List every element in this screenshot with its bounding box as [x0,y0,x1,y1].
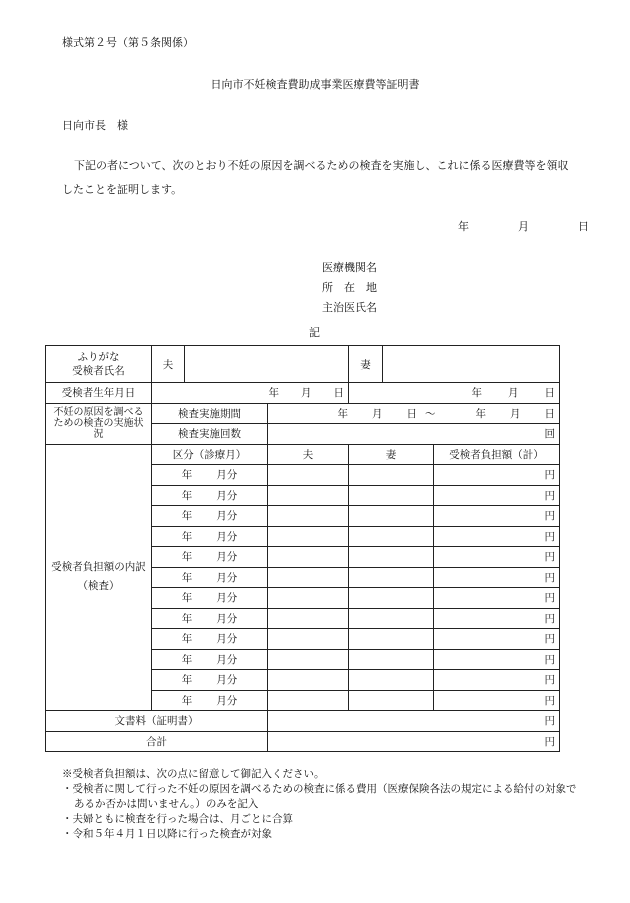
month-month: 月分 [216,612,238,625]
wife-amount-cell[interactable] [349,629,434,650]
husband-amount-cell[interactable] [268,690,349,711]
document-title: 日向市不妊検査費助成事業医療費等証明書 [210,78,420,91]
month-month: 月分 [216,530,238,543]
doc-fee-label: 文書料（証明書） [46,711,268,732]
month-year: 年 [181,694,193,707]
exam-status-label: 不妊の原因を調べるための検査の実施状況 [46,403,152,444]
month-year: 年 [181,592,193,605]
month-month: 月分 [216,489,238,502]
month-year: 年 [181,489,193,502]
patient-name-label: 受検者氏名 [72,365,125,377]
husband-amount-cell[interactable] [268,547,349,568]
wife-amount-cell[interactable] [349,506,434,527]
total-amount-cell[interactable] [434,506,560,527]
notes [62,767,582,842]
month-month: 月分 [216,592,238,605]
ki-heading: 記 [309,326,320,339]
yen-unit: 円 [544,571,555,584]
month-year: 年 [181,530,193,543]
husband-amount-cell[interactable] [268,506,349,527]
institution-name-label: 医療機関名 [322,261,377,274]
month-month: 月分 [216,633,238,646]
certification-text: 下記の者について、次のとおり不妊の原因を調べるための検査を実施し、これに係る医療費等を領収したことを証明します。 [62,159,569,196]
wife-amount-cell[interactable] [349,526,434,547]
month-cell[interactable] [152,485,268,506]
husband-birthdate-field[interactable]: 年 月 日 [152,383,349,404]
husband-amount-cell[interactable] [268,526,349,547]
month-month: 月分 [216,551,238,564]
total-field[interactable]: 円 [268,731,560,752]
month-cell[interactable] [152,547,268,568]
total-amount-cell[interactable] [434,670,560,691]
month-cell[interactable] [152,670,268,691]
wife-birthdate-field[interactable]: 年 月 日 [349,383,560,404]
total-amount-cell[interactable] [434,547,560,568]
month-cell[interactable] [152,649,268,670]
month-year: 年 [181,571,193,584]
wife-label: 妻 [349,346,383,383]
month-year: 年 [181,633,193,646]
date-day: 日 [578,220,589,233]
wife-amount-cell[interactable] [349,690,434,711]
total-amount-cell[interactable] [434,567,560,588]
wife-amount-cell[interactable] [349,588,434,609]
yen-unit: 円 [544,653,555,666]
month-cell[interactable] [152,567,268,588]
yen-unit: 円 [544,633,555,646]
total-amount-cell[interactable] [434,608,560,629]
month-year: 年 [181,612,193,625]
husband-amount-cell[interactable] [268,629,349,650]
col-husband-header: 夫 [268,444,349,465]
yen-unit: 円 [544,489,555,502]
husband-label: 夫 [152,346,185,383]
month-month: 月分 [216,571,238,584]
institution-address-label: 所 在 地 [322,281,377,294]
yen-unit: 円 [544,530,555,543]
month-cell[interactable] [152,629,268,650]
month-month: 月分 [216,674,238,687]
husband-name-field[interactable] [185,346,349,383]
date-year: 年 [458,220,469,233]
total-amount-cell[interactable] [434,526,560,547]
col-total-header: 受検者負担額（計） [434,444,560,465]
wife-amount-cell[interactable] [349,649,434,670]
wife-amount-cell[interactable] [349,567,434,588]
husband-amount-cell[interactable] [268,465,349,486]
total-amount-cell[interactable] [434,485,560,506]
name-label-cell [46,346,152,383]
wife-amount-cell[interactable] [349,670,434,691]
month-month: 月分 [216,653,238,666]
furigana-label: ふりがな [77,351,120,363]
month-cell[interactable] [152,608,268,629]
date-month: 月 [518,220,529,233]
doctor-name-label: 主治医氏名 [322,301,377,314]
col-wife-header: 妻 [349,444,434,465]
husband-amount-cell[interactable] [268,608,349,629]
total-amount-cell[interactable] [434,629,560,650]
certificate-table [45,345,560,752]
yen-unit: 円 [544,612,555,625]
month-cell[interactable] [152,588,268,609]
note-item: ・令和５年４月１日以降に行った検査が対象 [62,828,272,840]
month-month: 月分 [216,694,238,707]
yen-unit: 円 [544,510,555,523]
count-label: 検査実施回数 [152,424,268,445]
note-item: ・夫婦ともに検査を行った場合は、月ごとに合算 [62,813,293,825]
form-number: 様式第２号（第５条関係） [62,36,194,49]
total-amount-cell[interactable] [434,690,560,711]
yen-unit: 円 [544,551,555,564]
note-item: ・受検者に関して行った不妊の原因を調べるための検査に係る費用（医療保険各法の規定による給付の対象であるか否かは問いません。）のみを記入 [62,783,577,810]
total-amount-cell[interactable] [434,588,560,609]
wife-amount-cell[interactable] [349,485,434,506]
col-category-header: 区分（診療月） [152,444,268,465]
period-label: 検査実施期間 [152,403,268,424]
month-cell[interactable] [152,690,268,711]
yen-unit: 円 [544,469,555,482]
total-amount-cell[interactable] [434,465,560,486]
month-year: 年 [181,653,193,666]
month-year: 年 [181,551,193,564]
breakdown-label: 受検者負担額の内訳（検査） [46,444,152,711]
total-label: 合計 [46,731,268,752]
husband-amount-cell[interactable] [268,670,349,691]
yen-unit: 円 [544,592,555,605]
wife-name-field[interactable] [383,346,560,383]
month-cell[interactable] [152,526,268,547]
wife-amount-cell[interactable] [349,608,434,629]
husband-amount-cell[interactable] [268,588,349,609]
yen-unit: 円 [544,694,555,707]
month-cell[interactable] [152,506,268,527]
month-month: 月分 [216,510,238,523]
note-heading: ※受検者負担額は、次の点に留意して御記入ください。 [62,768,325,780]
exam-period-field[interactable]: 年 月 日 〜 年 月 日 [268,403,560,424]
month-year: 年 [181,469,193,482]
month-year: 年 [181,510,193,523]
total-amount-cell[interactable] [434,649,560,670]
issue-date [458,218,589,234]
birthdate-label: 受検者生年月日 [46,383,152,404]
month-year: 年 [181,674,193,687]
wife-amount-cell[interactable] [349,547,434,568]
husband-amount-cell[interactable] [268,649,349,670]
addressee: 日向市長 様 [62,119,128,132]
month-month: 月分 [216,469,238,482]
husband-amount-cell[interactable] [268,485,349,506]
doc-fee-field[interactable]: 円 [268,711,560,732]
husband-amount-cell[interactable] [268,567,349,588]
wife-amount-cell[interactable] [349,465,434,486]
month-cell[interactable] [152,465,268,486]
exam-count-field[interactable]: 回 [268,424,560,445]
yen-unit: 円 [544,674,555,687]
